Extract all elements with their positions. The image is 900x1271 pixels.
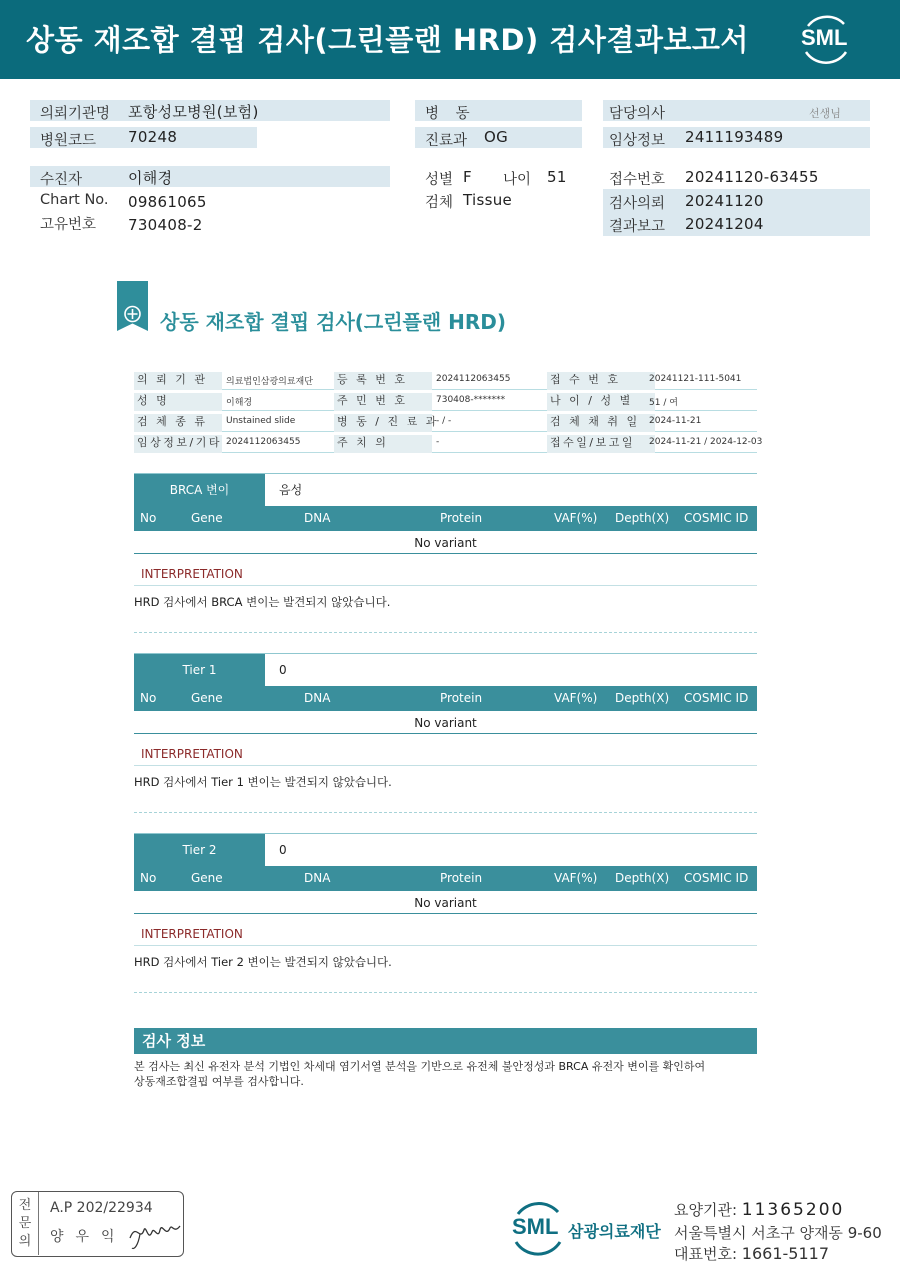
interpretation-text: HRD 검사에서 Tier 2 변이는 발견되지 않았습니다. bbox=[134, 955, 392, 969]
column-header: Protein bbox=[440, 511, 483, 525]
sml-foundation-logo-icon bbox=[510, 1198, 566, 1256]
phone-line bbox=[674, 1243, 829, 1264]
sex-value: F bbox=[463, 168, 472, 186]
hospital-code-label: 병원코드 bbox=[40, 133, 97, 149]
header-logo-text: SML bbox=[801, 25, 848, 50]
no-variant-row: No variant bbox=[134, 893, 757, 914]
metadata-label: 병 동 / 진 료 과 bbox=[334, 414, 432, 432]
metadata-label: 접 수 번 호 bbox=[547, 372, 655, 390]
column-header: No bbox=[140, 871, 157, 885]
metadata-row bbox=[134, 369, 757, 390]
metadata-label: 접수일/보고일 bbox=[547, 435, 655, 453]
column-header: VAF(%) bbox=[554, 511, 598, 525]
report-date-value: 20241204 bbox=[685, 215, 764, 233]
metadata-value: 2024-11-21 bbox=[649, 416, 702, 426]
section-label: Tier 2 bbox=[134, 834, 265, 867]
variant-table-header bbox=[134, 686, 757, 711]
metadata-row bbox=[134, 432, 763, 453]
metadata-label: 성 명 bbox=[134, 393, 222, 411]
section-value: 음성 bbox=[279, 483, 303, 497]
chart-no-value: 09861065 bbox=[128, 193, 207, 211]
column-header: COSMIC ID bbox=[684, 871, 749, 885]
section-divider bbox=[134, 992, 757, 993]
section-header bbox=[134, 473, 757, 507]
metadata-label: 주 민 번 호 bbox=[334, 393, 432, 411]
column-header: Depth(X) bbox=[615, 691, 670, 705]
section-label: BRCA 변이 bbox=[134, 474, 265, 507]
footer-logo-text: SML bbox=[512, 1214, 559, 1239]
section-value: 0 bbox=[279, 663, 287, 677]
clinical-info-label: 임상정보 bbox=[609, 133, 666, 149]
agency-label: 요양기관: bbox=[674, 1201, 738, 1219]
request-date-value: 20241120 bbox=[685, 192, 764, 210]
signature-icon bbox=[126, 1212, 184, 1252]
interpretation-text: HRD 검사에서 Tier 1 변이는 발견되지 않았습니다. bbox=[134, 775, 392, 789]
test-info-line: 상동재조합결핍 여부를 검사합니다. bbox=[134, 1075, 304, 1088]
hospital-code-value: 70248 bbox=[128, 128, 178, 146]
patient-name: 이해경 bbox=[128, 169, 173, 187]
institution-value: 포항성모병원(보험) bbox=[128, 103, 259, 121]
test-info-heading: 검사 정보 bbox=[134, 1028, 757, 1054]
column-header: Depth(X) bbox=[615, 511, 670, 525]
metadata-label: 검 체 종 류 bbox=[134, 414, 222, 432]
report-title: 상동 재조합 결핍 검사(그린플랜 HRD) bbox=[160, 310, 507, 334]
phone-label: 대표번호: bbox=[674, 1245, 738, 1263]
agency-number: 11365200 bbox=[741, 1200, 845, 1220]
metadata-label: 의 뢰 기 관 bbox=[134, 372, 222, 390]
metadata-row bbox=[134, 390, 757, 411]
column-header: Protein bbox=[440, 691, 483, 705]
metadata-value: 의료법인삼광의료재단 bbox=[226, 377, 313, 387]
section-header bbox=[134, 653, 757, 687]
section-divider bbox=[134, 812, 757, 813]
variant-table-header bbox=[134, 866, 757, 891]
metadata-value: 51 / 여 bbox=[649, 398, 678, 408]
interpretation-label: INTERPRETATION bbox=[134, 562, 757, 586]
variant-table-header bbox=[134, 506, 757, 531]
specialist-stamp bbox=[11, 1191, 184, 1257]
column-header: Gene bbox=[191, 691, 223, 705]
address-line: 서울특별시 서초구 양재동 9-60 bbox=[674, 1224, 882, 1242]
metadata-value: 730408-******* bbox=[436, 395, 506, 405]
column-header: Gene bbox=[191, 871, 223, 885]
metadata-value: 2024112063455 bbox=[226, 437, 301, 447]
column-header: DNA bbox=[304, 871, 331, 885]
patient-label: 수진자 bbox=[40, 172, 83, 188]
column-header: No bbox=[140, 511, 157, 525]
column-header: Protein bbox=[440, 871, 483, 885]
metadata-label: 등 록 번 호 bbox=[334, 372, 432, 390]
section-header bbox=[134, 833, 757, 867]
column-header: Gene bbox=[191, 511, 223, 525]
no-variant-row: No variant bbox=[134, 713, 757, 734]
department-label: 진료과 bbox=[425, 133, 468, 149]
specimen-label: 검체 bbox=[425, 195, 454, 211]
age-label: 나이 bbox=[503, 172, 532, 188]
doctor-label: 담당의사 bbox=[609, 106, 666, 122]
phone-number: 1661-5117 bbox=[741, 1244, 830, 1263]
sml-logo-icon bbox=[798, 12, 854, 64]
receipt-no-label: 접수번호 bbox=[609, 172, 666, 188]
column-header: VAF(%) bbox=[554, 871, 598, 885]
interpretation-text: HRD 검사에서 BRCA 변이는 발견되지 않았습니다. bbox=[134, 595, 391, 609]
no-variant-row: No variant bbox=[134, 533, 757, 554]
agency-line bbox=[674, 1199, 844, 1220]
test-info-line: 본 검사는 최신 유전자 분석 기법인 차세대 염기서열 분석을 기반으로 유전체 불안정성과 BRCA 유전자 변이를 확인하여 bbox=[134, 1060, 706, 1073]
id-label: 고유번호 bbox=[40, 217, 97, 233]
request-date-label: 검사의뢰 bbox=[609, 196, 666, 212]
page-title: 상동 재조합 결핍 검사(그린플랜 HRD) 검사결과보고서 bbox=[26, 23, 749, 57]
age-value: 51 bbox=[547, 168, 567, 186]
stamp-license: A.P 202/22934 bbox=[50, 1200, 153, 1216]
metadata-value: - bbox=[436, 437, 440, 447]
section-value: 0 bbox=[279, 843, 287, 857]
report-date-label: 결과보고 bbox=[609, 219, 666, 235]
column-header: DNA bbox=[304, 511, 331, 525]
metadata-label: 주 치 의 bbox=[334, 435, 432, 453]
header-bar bbox=[0, 0, 900, 79]
stamp-name: 양우익 bbox=[50, 1229, 127, 1245]
column-header: VAF(%) bbox=[554, 691, 598, 705]
metadata-value: - / - bbox=[436, 416, 452, 426]
column-header: COSMIC ID bbox=[684, 691, 749, 705]
foundation-name: 삼광의료재단 bbox=[568, 1222, 661, 1241]
report-bookmark-icon bbox=[117, 281, 148, 331]
metadata-label: 검 체 채 취 일 bbox=[547, 414, 655, 432]
section-label: Tier 1 bbox=[134, 654, 265, 687]
ward-label: 병 동 bbox=[425, 106, 476, 122]
department-value: OG bbox=[484, 128, 509, 146]
column-header: Depth(X) bbox=[615, 871, 670, 885]
clinical-info-value: 2411193489 bbox=[685, 128, 784, 146]
metadata-value: 20241121-111-5041 bbox=[649, 374, 742, 384]
sex-label: 성별 bbox=[425, 172, 454, 188]
chart-no-label: Chart No. bbox=[40, 192, 109, 208]
metadata-label: 임상정보/기타 bbox=[134, 435, 222, 453]
section-divider bbox=[134, 632, 757, 633]
id-value: 730408-2 bbox=[128, 216, 203, 234]
receipt-no-value: 20241120-63455 bbox=[685, 168, 819, 186]
institution-label: 의뢰기관명 bbox=[40, 106, 111, 122]
metadata-value: 2024112063455 bbox=[436, 374, 511, 384]
doctor-suffix: 선생님 bbox=[809, 107, 841, 120]
interpretation-label: INTERPRETATION bbox=[134, 742, 757, 766]
interpretation-label: INTERPRETATION bbox=[134, 922, 757, 946]
metadata-value: 2024-11-21 / 2024-12-03 bbox=[649, 437, 763, 447]
stamp-side-label: 전 문 의 bbox=[12, 1192, 39, 1255]
specimen-value: Tissue bbox=[463, 191, 513, 209]
column-header: No bbox=[140, 691, 157, 705]
column-header: DNA bbox=[304, 691, 331, 705]
label-bar bbox=[30, 166, 390, 187]
column-header: COSMIC ID bbox=[684, 511, 749, 525]
metadata-value: Unstained slide bbox=[226, 416, 296, 426]
metadata-value: 이해경 bbox=[226, 398, 253, 408]
metadata-label: 나 이 / 성 별 bbox=[547, 393, 655, 411]
metadata-row bbox=[134, 411, 757, 432]
